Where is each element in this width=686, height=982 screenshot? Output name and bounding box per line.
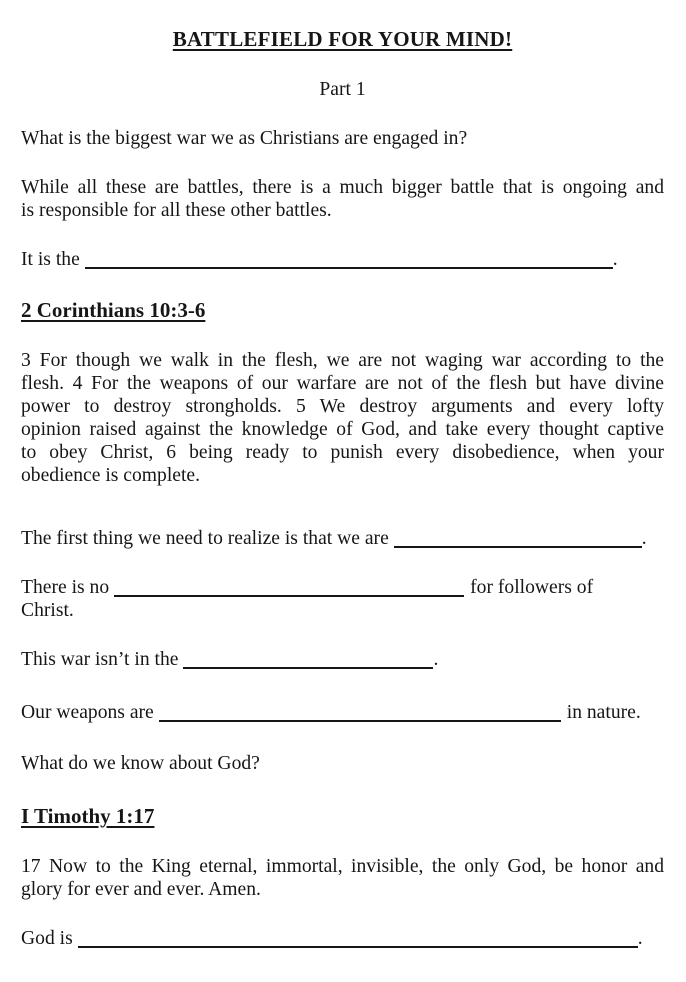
fill-in-blank (114, 595, 464, 597)
passage-line: 3 For though we walk in the flesh, we are not waging war according to the (21, 350, 664, 371)
fill-prefix: There is no (21, 577, 110, 598)
passage-line: 17 Now to the King eternal, immortal, invisible, the only God, be honor and (21, 856, 664, 877)
fill-line-our-weapons (21, 701, 664, 724)
corinthians-passage (21, 349, 664, 487)
passage-line: power to destroy strongholds. 5 We destroy arguments and every lofty (21, 396, 664, 417)
heading-2-corinthians (21, 297, 664, 323)
fill-suffix: in nature. (566, 702, 641, 723)
fill-in-blank (159, 720, 561, 722)
fill-line-god-is (21, 927, 664, 950)
paragraph-line: While all these are battles, there is a much bigger battle that is ongoing and (21, 177, 664, 198)
question-about-god: What do we know about God? (21, 753, 260, 774)
fill-suffix: . (612, 249, 618, 270)
fill-line-there-is-no (21, 576, 664, 622)
passage-line: opinion raised against the knowledge of God, and take every thought captive (21, 419, 664, 440)
part-label: Part 1 (319, 79, 366, 100)
fill-suffix: . (641, 528, 647, 549)
timothy-passage (21, 855, 664, 901)
fill-in-blank (78, 946, 638, 948)
passage-line: flesh. 4 For the weapons of our warfare are not of the flesh but have divine (21, 373, 664, 394)
passage-line: glory for ever and ever. Amen. (21, 879, 261, 900)
passage-line: to obey Christ, 6 being ready to punish every disobedience, when your (21, 442, 664, 463)
fill-line-it-is-the (21, 248, 664, 271)
intro-paragraph (21, 176, 664, 222)
fill-line-wrap: Christ. (21, 600, 74, 621)
fill-prefix: This war isn’t in the (21, 649, 179, 670)
fill-prefix: God is (21, 928, 73, 949)
heading-timothy-text: I Timothy 1:17 (21, 804, 155, 828)
fill-line-this-war (21, 648, 664, 671)
document-title-text: BATTLEFIELD FOR YOUR MIND! (172, 27, 513, 51)
question-biggest-war: What is the biggest war we as Christians are engaged in? (21, 128, 468, 149)
fill-line-first-thing (21, 527, 664, 550)
document-title (21, 26, 664, 52)
fill-in-blank (85, 267, 613, 269)
fill-suffix: . (433, 649, 439, 670)
paragraph-line: is responsible for all these other battles. (21, 200, 332, 221)
heading-2-corinthians-text: 2 Corinthians 10:3-6 (21, 298, 206, 322)
fill-prefix: It is the (21, 249, 80, 270)
fill-line-first-row (21, 576, 664, 599)
fill-suffix: for followers of (470, 577, 594, 598)
fill-prefix: Our weapons are (21, 702, 154, 723)
fill-prefix: The first thing we need to realize is that we are (21, 528, 389, 549)
fill-suffix: . (637, 928, 643, 949)
heading-timothy (21, 803, 664, 829)
passage-line: obedience is complete. (21, 465, 200, 486)
fill-in-blank (394, 546, 642, 548)
fill-in-blank (183, 667, 433, 669)
